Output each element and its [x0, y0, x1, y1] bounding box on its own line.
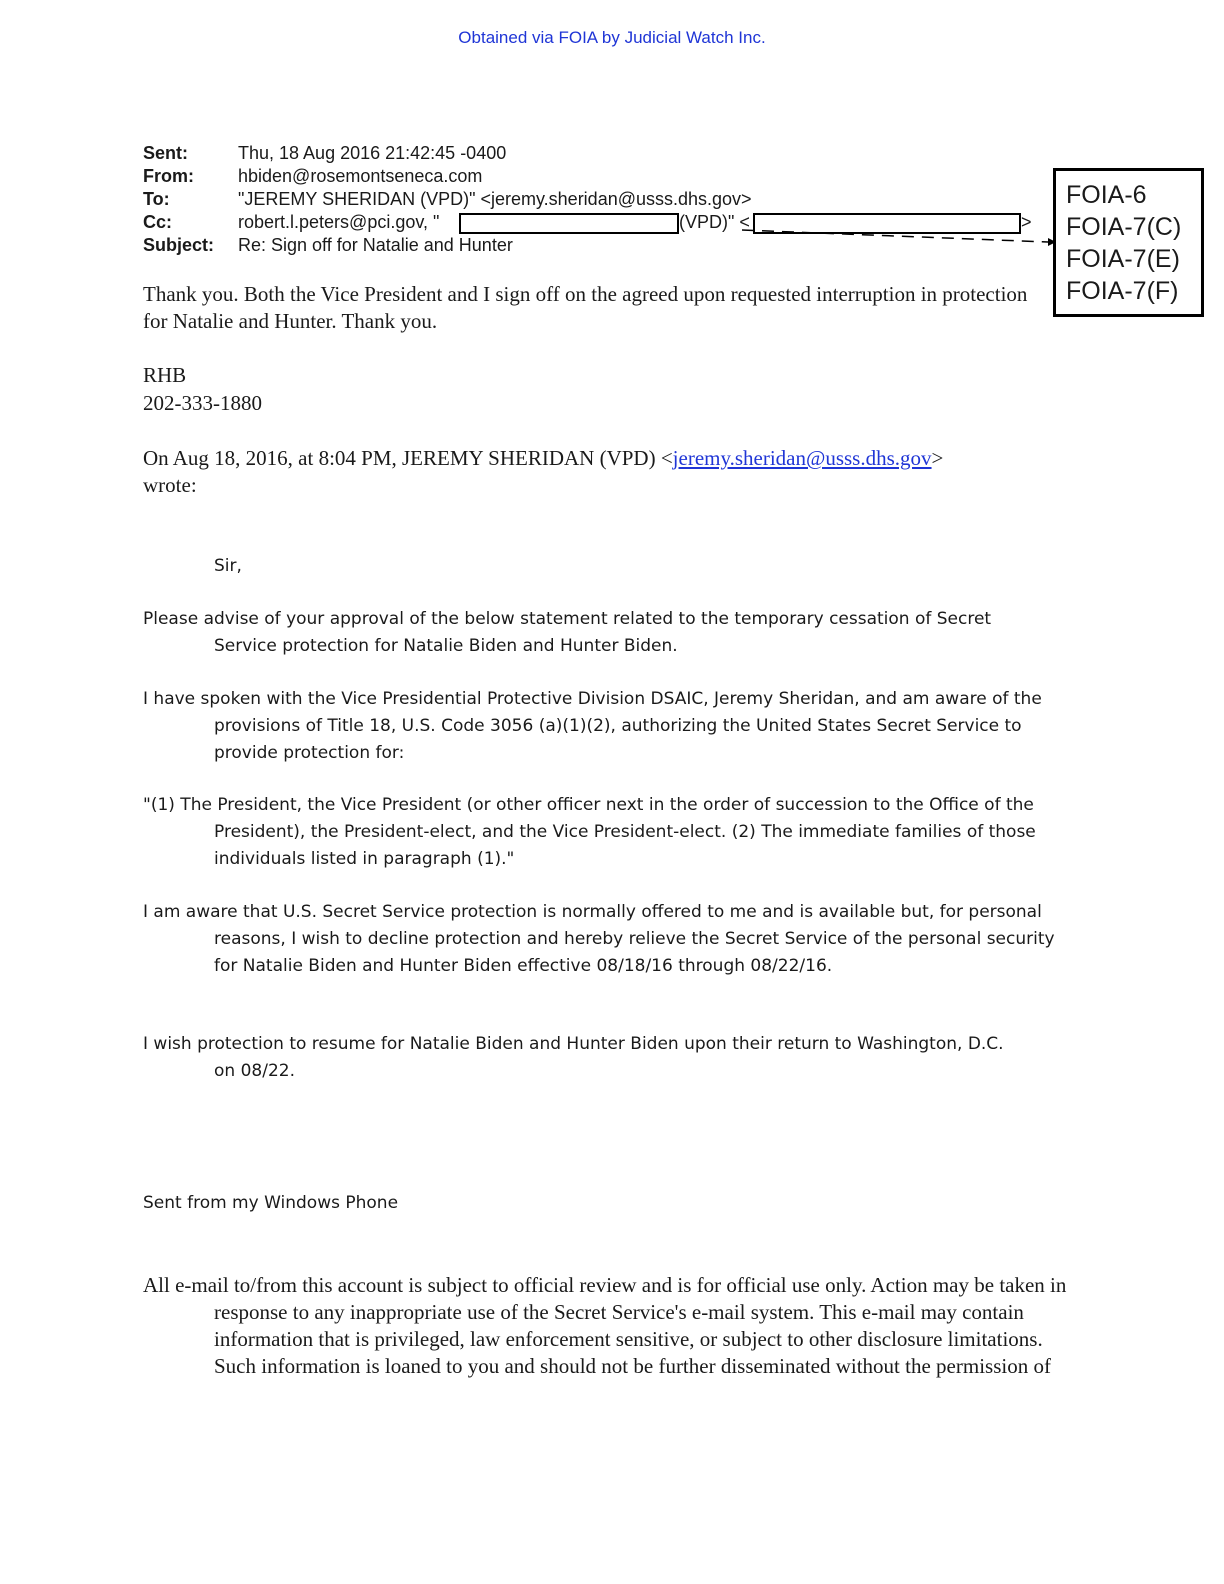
foia-code: FOIA-7(E)	[1066, 245, 1180, 273]
from-label: From:	[143, 166, 194, 186]
quote-header	[143, 445, 1063, 499]
foia-code: FOIA-6	[1066, 181, 1147, 209]
quote-header-suffix: >	[931, 446, 944, 470]
sent-label: Sent:	[143, 143, 188, 163]
foia-exemption-box	[1053, 168, 1204, 317]
paragraph-statute-quote: "(1) The President, the Vice President (or other officer next in the order of succession to the Office of the President), the President-elect, and the Vice President-elect. (2) The immediate families of those individuals listed in paragraph (1)."	[143, 795, 1036, 869]
subject-value: Re: Sign off for Natalie and Hunter	[238, 235, 513, 255]
sent-value: Thu, 18 Aug 2016 21:42:45 -0400	[238, 143, 507, 163]
signature-phone: 202-333-1880	[143, 391, 262, 415]
to-value: "JEREMY SHERIDAN (VPD)" <jeremy.sheridan@usss.dhs.gov>	[238, 189, 752, 209]
foia-code: FOIA-7(C)	[1066, 213, 1182, 241]
from-value: hbiden@rosemontseneca.com	[238, 166, 483, 186]
sender-email-link[interactable]: jeremy.sheridan@usss.dhs.gov	[672, 446, 932, 470]
cc-value-prefix: robert.l.peters@pci.gov, "	[238, 212, 440, 232]
cc-value-suffix: >	[1021, 212, 1032, 232]
reply-body: Thank you. Both the Vice President and I sign off on the agreed upon requested interruption in protection for Natalie and Hunter. Thank you.	[143, 282, 1028, 333]
cc-value-mid: (VPD)" <	[679, 212, 750, 232]
paragraph-awareness: I have spoken with the Vice Presidential Protective Division DSAIC, Jeremy Sheridan, and am aware of the provisions of Title 18, U.S. Code 3056 (a)(1)(2), authorizing the United States Secret Service to provide protection for:	[143, 689, 1042, 763]
paragraph-resume-protection: I wish protection to resume for Natalie Biden and Hunter Biden upon their return to Washington, D.C. on 08/22.	[143, 1034, 1004, 1081]
paragraph-decline-protection: I am aware that U.S. Secret Service protection is normally offered to me and is available but, for personal reasons, I wish to decline protection and hereby relieve the Secret Service of the personal security for Natalie Biden and Hunter Biden effective 08/18/16 through 08/22/16.	[143, 902, 1055, 976]
subject-label: Subject:	[143, 235, 215, 255]
signature-initials: RHB	[143, 363, 187, 387]
redaction-box-name	[459, 213, 679, 234]
quote-header-wrote: wrote:	[143, 473, 197, 497]
foia-watermark: Obtained via FOIA by Judicial Watch Inc.	[458, 28, 766, 47]
greeting: Sir,	[214, 556, 242, 576]
cc-label: Cc:	[143, 212, 173, 232]
redaction-leader-line	[740, 222, 1060, 252]
to-label: To:	[143, 189, 170, 209]
email-disclaimer: All e-mail to/from this account is subject to official review and is for official use only. Action may be taken in response to any inappropriate use of the Secret Service's e-mail system. This e-mail may contain information that is privileged, law enforcement sensitive, or subject to other disclosure limitations. Such information is loaned to you and should not be further disseminated without the permission of	[143, 1273, 1067, 1378]
sent-from-signature: Sent from my Windows Phone	[143, 1193, 399, 1213]
quote-header-prefix: On Aug 18, 2016, at 8:04 PM, JEREMY SHERIDAN (VPD) <	[143, 446, 673, 470]
foia-code: FOIA-7(F)	[1066, 277, 1179, 305]
paragraph-approval-request: Please advise of your approval of the below statement related to the temporary cessation of Secret Service protection for Natalie Biden and Hunter Biden.	[143, 609, 992, 656]
